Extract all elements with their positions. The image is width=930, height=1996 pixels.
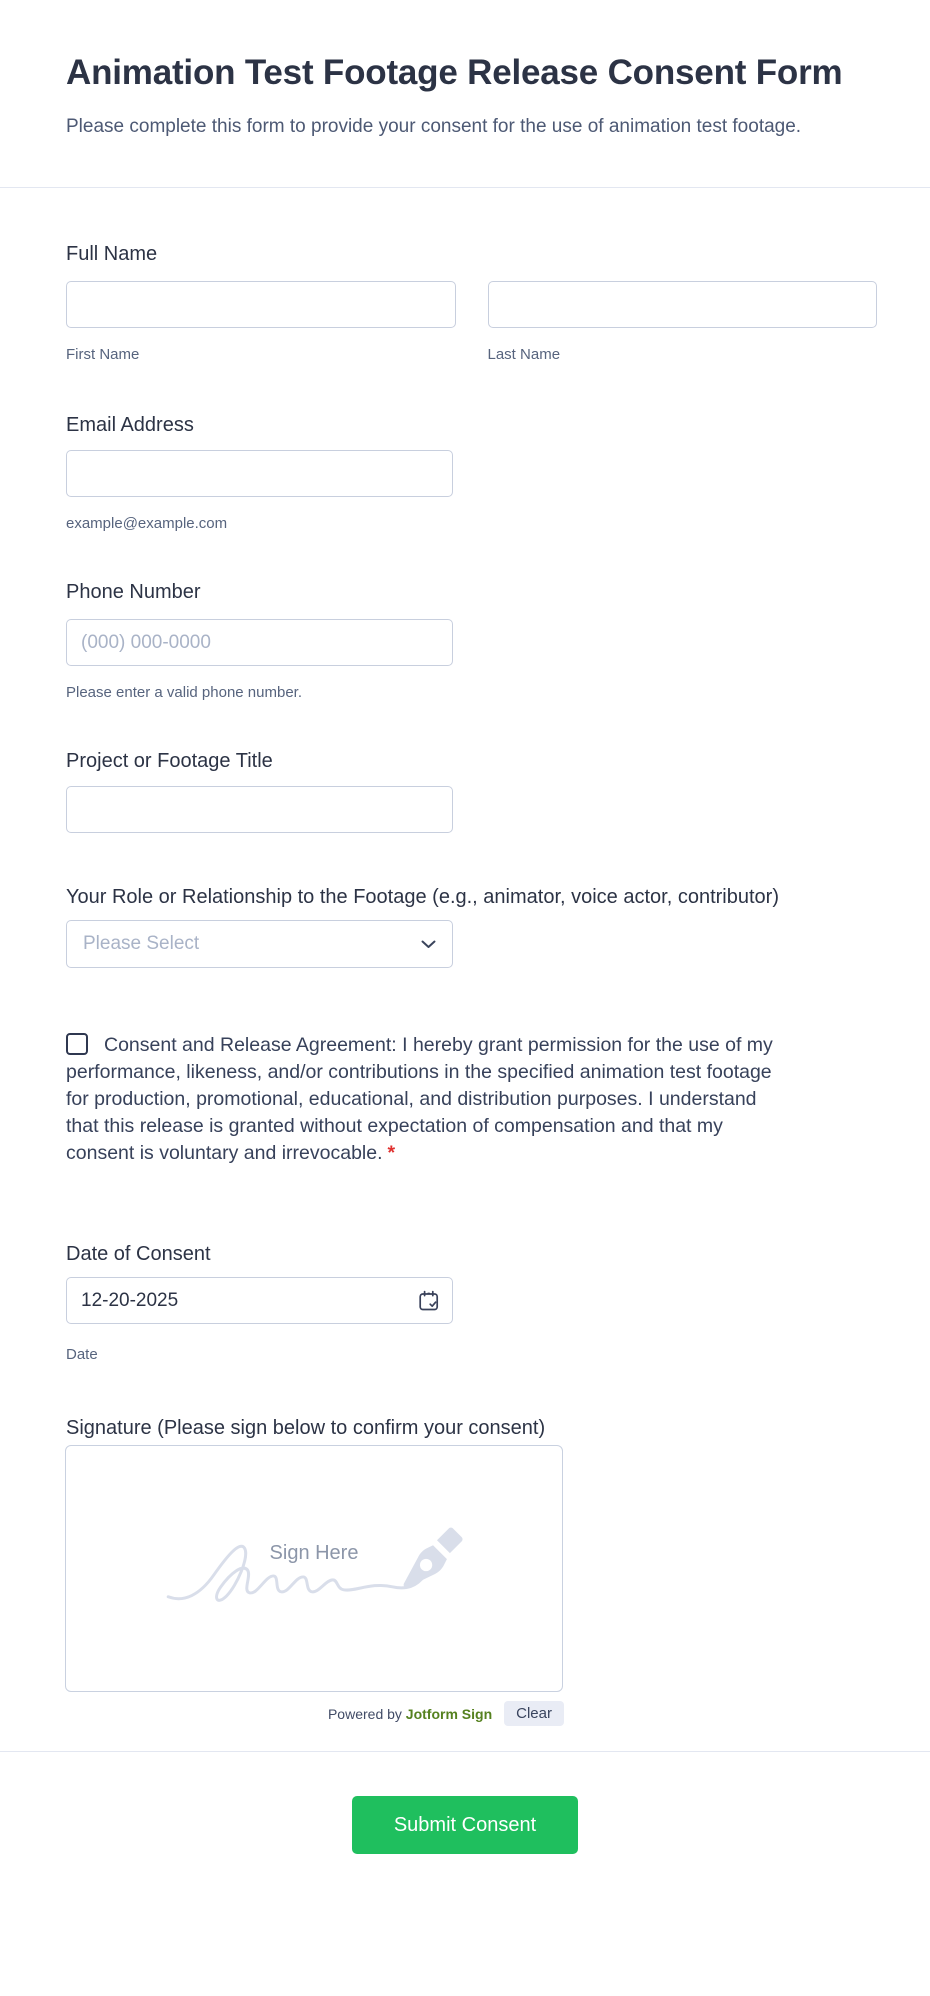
last-name-sublabel: Last Name	[487, 346, 561, 364]
form-subtitle: Please complete this form to provide your consent for the use of animation test footage.	[66, 116, 802, 138]
signature-label: Signature (Please sign below to confirm your consent)	[66, 1417, 546, 1440]
powered-by-text: Powered by Jotform Sign	[327, 1705, 493, 1722]
form-body	[0, 242, 930, 1751]
field-consent	[66, 1032, 877, 1167]
field-phone	[66, 580, 877, 701]
field-full-name	[66, 242, 877, 363]
last-name-input[interactable]	[488, 281, 878, 328]
first-name-input[interactable]	[66, 281, 456, 328]
signature-footer	[66, 1701, 564, 1726]
email-label: Email Address	[66, 414, 194, 437]
field-project-title	[66, 749, 877, 833]
required-asterisk: *	[387, 1142, 396, 1165]
header-divider	[0, 187, 930, 188]
first-name-col	[66, 281, 456, 363]
email-sublabel: example@example.com	[66, 515, 228, 533]
submit-button[interactable]: Submit Consent	[352, 1796, 578, 1854]
role-select-value: Please Select	[83, 933, 200, 955]
calendar-check-icon	[417, 1289, 441, 1313]
field-role	[66, 885, 877, 968]
full-name-label: Full Name	[66, 243, 158, 266]
date-input-wrap	[66, 1277, 453, 1324]
field-date	[66, 1242, 877, 1363]
consent-agreement	[66, 1032, 782, 1167]
signature-pad[interactable]	[65, 1445, 563, 1692]
role-label: Your Role or Relationship to the Footage (e.g., animator, voice actor, contributor)	[66, 886, 779, 909]
consent-checkbox[interactable]	[66, 1033, 88, 1055]
date-input[interactable]	[66, 1277, 453, 1324]
project-title-input[interactable]	[66, 786, 453, 833]
phone-label: Phone Number	[66, 581, 201, 604]
field-email	[66, 413, 877, 532]
form-footer	[0, 1752, 930, 1904]
first-name-sublabel: First Name	[66, 346, 140, 364]
email-input[interactable]	[66, 450, 453, 497]
sign-here-text: Sign Here	[269, 1542, 359, 1565]
jotform-sign-brand: Jotform Sign	[405, 1705, 493, 1722]
calendar-picker-button[interactable]	[417, 1289, 441, 1313]
date-sublabel: Date	[66, 1346, 98, 1364]
form-header	[0, 0, 930, 187]
field-signature	[66, 1416, 877, 1726]
phone-sublabel: Please enter a valid phone number.	[66, 684, 302, 702]
form-title: Animation Test Footage Release Consent Form	[66, 53, 843, 92]
signature-placeholder-art	[66, 1446, 562, 1691]
phone-input[interactable]	[66, 619, 453, 666]
chevron-down-icon	[421, 940, 436, 949]
clear-signature-button[interactable]: Clear	[504, 1701, 564, 1726]
consent-text: Consent and Release Agreement: I hereby grant permission for the use of my performance, likeness, and/or contributions in the specified animation test footage for production, promotional, educational, and distribution purposes. I understand that this release is granted without expectation of compensation and that my consent is voluntary and irrevocable.	[66, 1034, 773, 1165]
last-name-col	[488, 281, 878, 363]
role-select[interactable]	[66, 920, 453, 968]
date-label: Date of Consent	[66, 1243, 211, 1266]
project-title-label: Project or Footage Title	[66, 750, 273, 773]
full-name-row	[66, 281, 877, 363]
